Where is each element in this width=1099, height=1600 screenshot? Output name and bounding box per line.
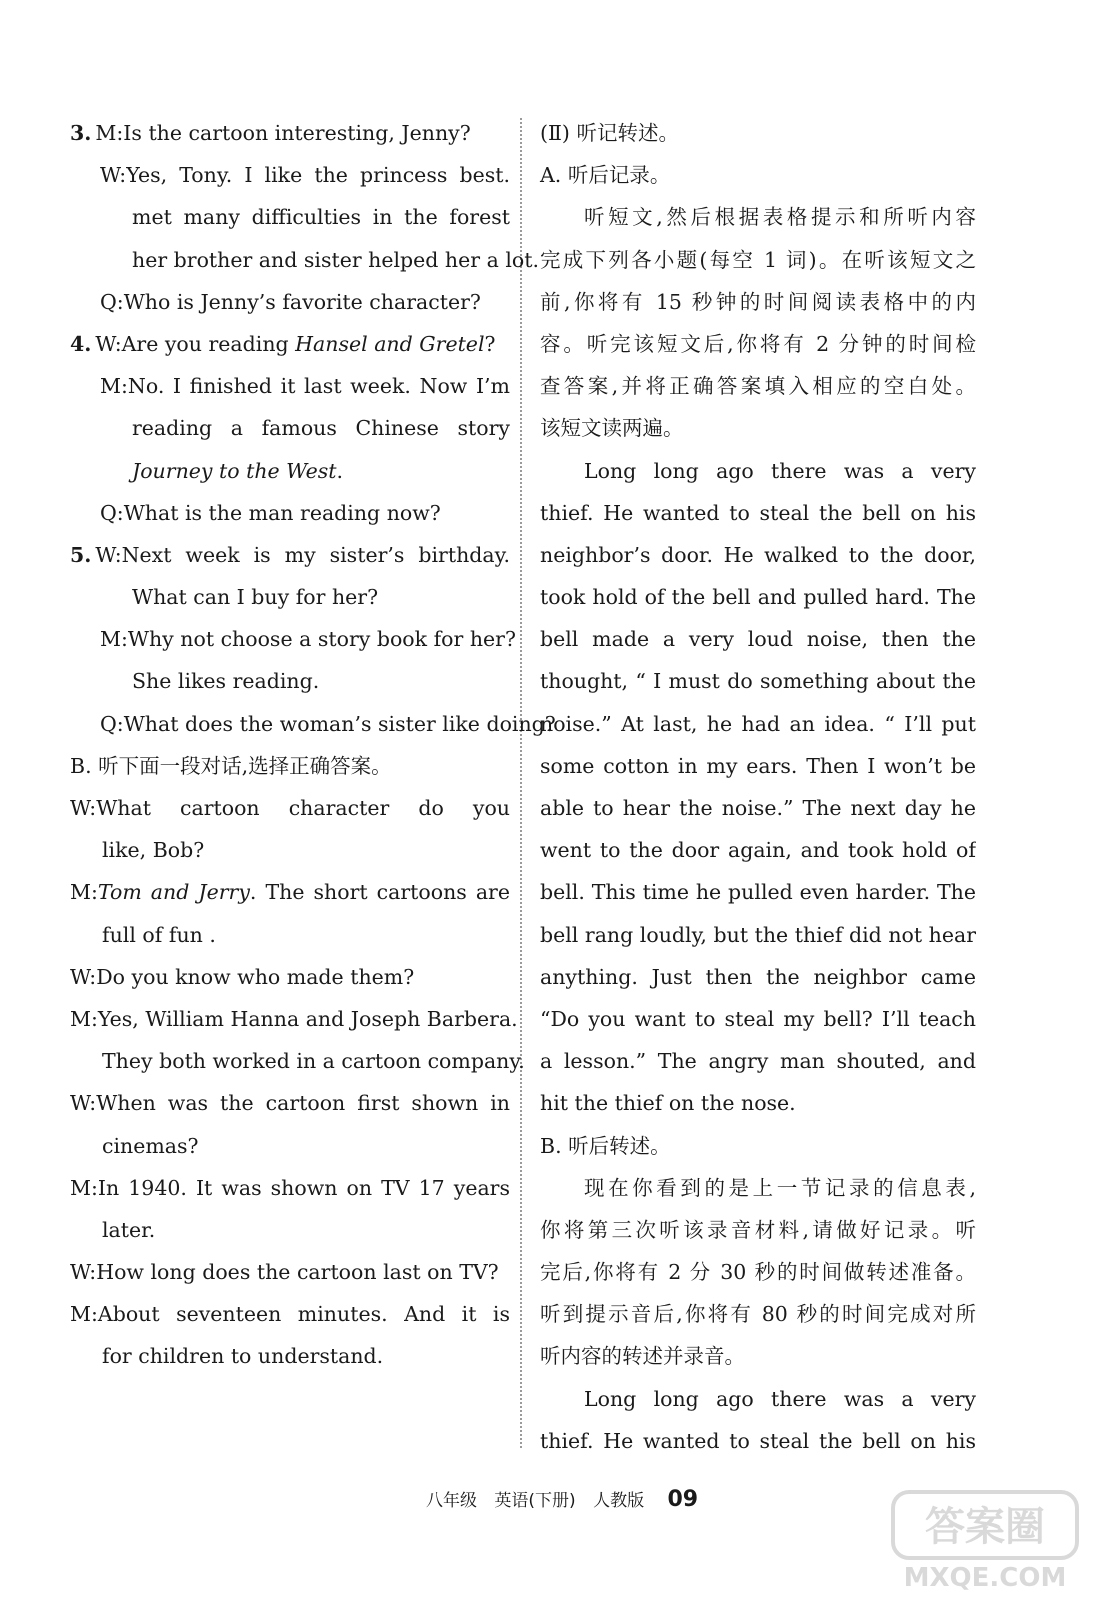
story-line-9: able to hear the noise.” The next day he [540, 796, 976, 820]
page-footer [426, 1486, 710, 1512]
q4-man-line-2: reading a famous Chinese story [132, 416, 510, 441]
dialogue-line-4: full of fun . [102, 922, 216, 947]
q3-woman-line-2: met many difficulties in the forest [132, 205, 510, 230]
story-line-14: “Do you want to steal my bell? I’ll teach [540, 1006, 976, 1031]
q3-question: Q:Who is Jenny’s favorite character? [100, 289, 481, 314]
story-repeat-line-1: Long long ago there was a very [584, 1386, 976, 1411]
dialogue-line-1: W:What cartoon character do you [70, 796, 510, 820]
a-instruction-line-2: 完成下列各小题(每空 1 词)。在听该短文之 [540, 247, 976, 272]
dialogue-line-12: W:How long does the cartoon last on TV? [70, 1260, 499, 1285]
watermark-domain: MXQE.COM [903, 1563, 1067, 1593]
story-line-7: noise.” At last, he had an idea. “ I’ll put [540, 711, 976, 736]
story-line-16: hit the thief on the nose. [540, 1091, 796, 1116]
story-line-1: Long long ago there was a very [584, 458, 976, 483]
b-instruction-line-2: 你将第三次听该录音材料,请做好记录。听 [540, 1217, 976, 1242]
footer-edition: 人教版 [593, 1491, 645, 1511]
section-b-retell-heading: B. 听后转述。 [540, 1133, 671, 1158]
story-line-2: thief. He wanted to steal the bell on his [540, 500, 976, 525]
q3-woman-line-1: W:Yes, Tony. I like the princess best. [100, 163, 510, 188]
story-line-5: bell made a very loud noise, then the [540, 627, 976, 652]
dialogue-line-9: cinemas? [102, 1133, 199, 1158]
story-line-15: a lesson.” The angry man shouted, and [540, 1049, 976, 1074]
footer-grade: 八年级 [426, 1491, 477, 1511]
story-line-8: some cotton in my ears. Then I won’t be [540, 753, 976, 778]
a-instruction-line-5: 查答案,并将正确答案填入相应的空白处。 [540, 374, 976, 399]
left-column [70, 112, 556, 1378]
a-instruction-line-3: 前,你将有 15 秒钟的时间阅读表格中的内 [540, 289, 976, 314]
q4-book-title: Hansel and Gretel [295, 331, 485, 356]
q5-man-line-2: She likes reading. [132, 669, 320, 694]
a-instruction-line-6: 该短文读两遍。 [540, 416, 684, 441]
watermark-logo-text: 答案圈 [925, 1504, 1045, 1550]
q4-man-line-3: Journey to the West. [132, 458, 344, 483]
story-line-4: took hold of the bell and pulled hard. The [540, 585, 976, 610]
dialogue-line-6: M:Yes, William Hanna and Joseph Barbera. [70, 1006, 518, 1031]
story-line-11: bell. This time he pulled even harder. The [540, 880, 976, 905]
b-instruction-line-1: 现在你看到的是上一节记录的信息表, [584, 1175, 976, 1200]
cartoon-title: Tom and Jerry [97, 880, 250, 905]
dialogue-line-7: They both worked in a cartoon company. [102, 1049, 525, 1074]
dialogue-line-13: M:About seventeen minutes. And it is [70, 1302, 510, 1327]
dialogue-line-5: W:Do you know who made them? [70, 964, 415, 989]
story-line-12: bell rang loudly, but the thief did not hear [540, 922, 976, 947]
a-instruction-line-4: 容。听完该短文后,你将有 2 分钟的时间检 [540, 331, 976, 356]
b-instruction-line-4: 听到提示音后,你将有 80 秒的时间完成对所 [540, 1302, 976, 1327]
dialogue-line-14: for children to understand. [102, 1344, 384, 1369]
q3-woman-line-3: her brother and sister helped her a lot. [132, 247, 539, 272]
q5-woman-line-2: What can I buy for her? [132, 585, 379, 610]
dialogue-line-8: W:When was the cartoon first shown in [70, 1091, 510, 1116]
dialogue-line-10: M:In 1940. It was shown on TV 17 years [70, 1175, 510, 1200]
b-instruction-line-5: 听内容的转述并录音。 [540, 1344, 745, 1369]
story-line-3: neighbor’s door. He walked to the door, [540, 542, 976, 567]
a-instruction-line-1: 听短文,然后根据表格提示和所听内容 [584, 205, 976, 230]
q4-woman-line: 4. W:Are you reading Hansel and Gretel? [70, 331, 496, 356]
dialogue-line-11: later. [102, 1217, 156, 1242]
story-line-10: went to the door again, and took hold of [540, 838, 976, 863]
q5-man-line-1: M:Why not choose a story book for her? [100, 627, 516, 652]
q5-woman-line-1: 5. W:Next week is my sister’s birthday. [70, 542, 510, 567]
page-number: 09 [667, 1487, 699, 1512]
story-line-6: thought, “ I must do something about the [540, 669, 976, 694]
b-instruction-line-3: 完后,你将有 2 分 30 秒的时间做转述准备。 [540, 1260, 976, 1285]
dialogue-line-3: M:Tom and Jerry. The short cartoons are [70, 880, 510, 905]
section-a-heading: A. 听后记录。 [540, 163, 671, 188]
q4-man-line-1: M:No. I finished it last week. Now I’m [100, 374, 510, 399]
right-column [540, 112, 976, 1462]
footer-subject: 英语(下册) [494, 1491, 576, 1511]
story-repeat-line-2: thief. He wanted to steal the bell on his [540, 1428, 976, 1453]
q4-question: Q:What is the man reading now? [100, 500, 441, 525]
q3-man-line: 3. M:Is the cartoon interesting, Jenny? [70, 121, 471, 145]
q4-story-title: Journey to the West [132, 458, 337, 483]
part-2-heading: (Ⅱ) 听记转述。 [540, 121, 679, 145]
section-b-heading: B. 听下面一段对话,选择正确答案。 [70, 753, 392, 778]
dialogue-line-2: like, Bob? [102, 838, 205, 863]
story-line-13: anything. Just then the neighbor came [540, 964, 976, 989]
watermark-logo-icon [885, 1486, 1085, 1596]
q5-question: Q:What does the woman’s sister like doing? [100, 711, 556, 736]
column-divider [520, 118, 522, 1448]
